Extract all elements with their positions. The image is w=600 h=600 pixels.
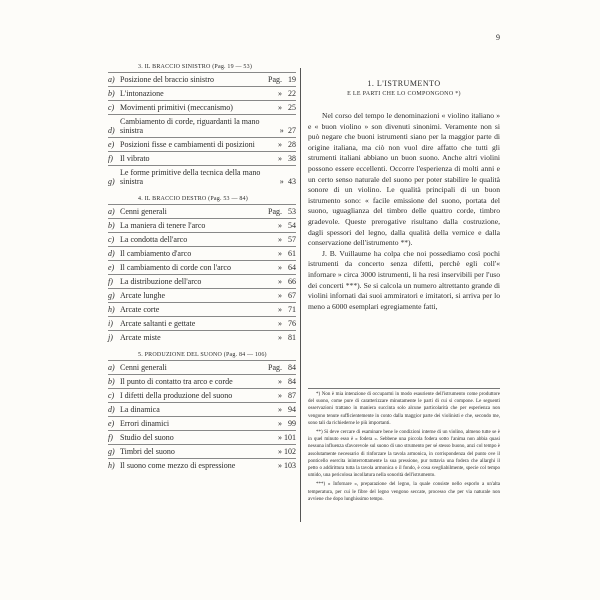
toc-letter: a) [108, 75, 115, 84]
toc-page-number: 101 [284, 433, 296, 442]
toc-title: Studio del suono [120, 433, 174, 442]
chapter-subtitle: E LE PARTI CHE LO COMPONGONO *) [347, 91, 461, 97]
footnote: **) Si deve cercare di esaminare bene le condizioni interne di un violino, almeno tutte se è in quel minuto esso è « fodera ». Sebbene una piccola fodera sotto l'anima non abbia quasi nessuna influenza sfavorevole sul suono di uno strumento per sé stesso buono, anzi col tempo è assolutamente necessario di rinforzare la tavola armonica, in corrispondenza del punto ove il ponticello esercita ininterrottamente la sua pressione, pur tuttavia una fodera che allarghi il petto o addirittura tutta la tavola armonica o il fondo, è cosa svegliabilmente, specie col tempo umido, una pericolosa incollatura nella sonorità dell'istrumento. [308, 430, 500, 479]
toc-pag: » [278, 263, 282, 272]
toc-page-number: 84 [288, 377, 296, 386]
toc-letter: g) [108, 291, 115, 300]
toc-entry [108, 137, 296, 151]
toc-entry [108, 402, 296, 416]
toc-pag: » [278, 433, 282, 442]
toc-page-number: 66 [288, 277, 296, 286]
toc-pag: » [278, 461, 282, 470]
toc-entry [108, 260, 296, 274]
toc-letter: f) [108, 433, 113, 442]
toc-pag: » [278, 103, 282, 112]
toc-letter: g) [108, 447, 115, 456]
toc-page-number: 84 [288, 363, 296, 372]
toc-letter: h) [108, 461, 115, 470]
toc-entry [108, 274, 296, 288]
toc-pag: » [278, 89, 282, 98]
toc-pag: » [278, 291, 282, 300]
toc-title: Posizioni fisse e cambiamenti di posizioni [120, 140, 255, 149]
toc-letter: e) [108, 263, 115, 272]
toc-letter: b) [108, 377, 115, 386]
toc-pag: Pag. [268, 75, 282, 84]
toc-pag: » [278, 391, 282, 400]
toc-pag: Pag. [268, 207, 282, 216]
paragraph: Nel corso del tempo le denominazioni « violino italiano » e « buon violino » son divenuti sinonimi. Veramente non si può negare che buoni istrumenti siano per la maggior parte di origine italiana, ma ciò non vuol dire affatto che tutti gli strumenti italiani abbiano un buon suono. Anche altri violini possono essere eccellenti. Occorre l'esperienza di molti anni e un certo senso naturale del suono per poter stabilire le qualità sonore di un violino. Le qualità principali di un buon istrumento sono: « facile emissione del suono, portata del suono, uguaglianza del timbro delle quattro corde, timbro gradevole. Queste prerogative risultano dalla costruzione, dagli spessori del legno, dalla qualità della vernice e dalla conservazione dell'istrumento **). [308, 111, 500, 248]
toc-page-number: 43 [288, 177, 297, 186]
toc-pag: Pag. [268, 363, 282, 372]
toc-page-number: 87 [288, 391, 296, 400]
toc-pag: » [279, 126, 284, 135]
toc-list [108, 204, 296, 344]
toc-pag: » [278, 377, 282, 386]
toc-pag: » [278, 305, 282, 314]
toc-letter: h) [108, 305, 115, 314]
toc-title: Il suono come mezzo di espressione [120, 461, 236, 470]
toc-page-number: 103 [284, 461, 296, 470]
toc-pag: » [278, 235, 282, 244]
toc-entry [108, 330, 296, 344]
toc-pag: » [278, 333, 282, 342]
toc-title: Cenni generali [120, 363, 167, 372]
paragraph: J. B. Vuillaume ha colpa che noi possediamo così pochi istrumenti da concerto senza difetti, perchè egli coll'« infornare » circa 3000 istrumenti, li ha resi inservibili per l'uso dei concerti ***). Se si calcola un numero altrettanto grande di violini infornati dai suoi ammiratori e imitatori, si arriva per lo meno a 6000 esemplari egregiamente fatti, [308, 248, 500, 311]
toc-title: Arcate corte [120, 305, 160, 314]
toc-title: L'intonazione [120, 89, 164, 98]
toc-page-number: 99 [288, 419, 296, 428]
toc-letter: e) [108, 419, 115, 428]
toc-entry [108, 151, 296, 165]
toc-page-number: 57 [288, 235, 296, 244]
toc-pag: » [279, 177, 284, 186]
toc-entry [108, 430, 296, 444]
toc-page-number: 64 [288, 263, 296, 272]
footnote: ***) « Infornare », preparazione del legno, la quale consiste nello esporlo a un'alta temperatura, per cui le fibre del legno vengono seccate, processo che per via naturale non avviene che dopo lunghissimo tempo. [308, 482, 500, 502]
toc-letter: c) [108, 391, 115, 400]
toc-list [108, 72, 296, 188]
toc-letter: d) [108, 405, 115, 414]
toc-title: Timbri del suono [120, 447, 175, 456]
toc-title: La maniera di tenere l'arco [120, 221, 206, 230]
toc-pag: » [278, 319, 282, 328]
toc-title: Il cambiamento di corde con l'arco [120, 263, 231, 272]
toc-page-number: 67 [288, 291, 296, 300]
toc-entry [108, 416, 296, 430]
toc-letter: d) [108, 249, 115, 258]
toc-entry [108, 86, 296, 100]
toc-page-number: 102 [284, 447, 296, 456]
toc-title: Arcate miste [120, 333, 161, 342]
toc-letter: b) [108, 89, 115, 98]
toc-entry [108, 316, 296, 330]
toc-title: Il punto di contatto tra arco e corde [120, 377, 233, 386]
toc-entry [108, 388, 296, 402]
toc-pag: » [278, 277, 282, 286]
toc-section-heading: 5. PRODUZIONE DEL SUONO (Pag. 84 — 106) [138, 352, 267, 358]
toc-entry [108, 204, 296, 218]
toc-letter: a) [108, 207, 115, 216]
toc-pag: » [278, 405, 282, 414]
toc-title: Errori dinamici [120, 419, 170, 428]
toc-title: La condotta dell'arco [120, 235, 188, 244]
chapter-text [308, 62, 500, 312]
toc-page-number: 38 [288, 154, 296, 163]
toc-pag: » [278, 221, 282, 230]
toc-page-number: 19 [288, 75, 296, 84]
toc-entry [108, 360, 296, 374]
toc-page-number: 53 [288, 207, 296, 216]
toc-letter: f) [108, 277, 113, 286]
toc-section-heading: 3. IL BRACCIO SINISTRO (Pag. 19 — 53) [138, 64, 253, 70]
toc-letter: e) [108, 140, 115, 149]
toc-page-number: 71 [288, 305, 296, 314]
toc-section-heading: 4. IL BRACCIO DESTRO (Pag. 53 — 84) [138, 196, 248, 202]
toc-title: Arcate saltanti e gettate [120, 319, 196, 328]
footnotes [308, 388, 500, 505]
toc-title: Arcate lunghe [120, 291, 166, 300]
page-number: 9 [496, 33, 500, 42]
toc-letter: b) [108, 221, 115, 230]
toc-page-number: 22 [288, 89, 296, 98]
toc-letter: g) [108, 177, 115, 186]
toc-letter: f) [108, 154, 113, 163]
toc-entry [108, 302, 296, 316]
toc-title: Cenni generali [120, 207, 167, 216]
toc-letter: c) [108, 235, 115, 244]
toc-page-number: 54 [288, 221, 296, 230]
table-of-contents [108, 62, 296, 472]
body-text [308, 111, 500, 312]
toc-entry [108, 100, 296, 114]
toc-letter: a) [108, 363, 115, 372]
toc-title: Movimenti primitivi (meccanismo) [120, 103, 233, 112]
toc-entry [108, 288, 296, 302]
toc-title: Posizione del braccio sinistro [120, 75, 214, 84]
toc-page-number: 25 [288, 103, 296, 112]
toc-page-number: 94 [288, 405, 296, 414]
toc-entry [108, 458, 296, 472]
column-divider [300, 68, 301, 522]
toc-pag: » [278, 140, 282, 149]
toc-page-number: 28 [288, 140, 296, 149]
toc-entry [108, 218, 296, 232]
toc-entry [108, 114, 296, 137]
toc-entry [108, 165, 296, 188]
toc-letter: i) [108, 319, 113, 328]
toc-title: Il vibrato [120, 154, 150, 163]
toc-title: La distribuzione dell'arco [120, 277, 202, 286]
toc-title: Cambiamento di corde, riguardanti la mano sinistra [120, 117, 260, 135]
toc-page-number: 61 [288, 249, 296, 258]
toc-entry [108, 232, 296, 246]
toc-title: La dinamica [120, 405, 160, 414]
chapter-title: 1. L'ISTRUMENTO [367, 79, 441, 88]
toc-letter: c) [108, 103, 115, 112]
toc-list [108, 360, 296, 472]
toc-pag: » [278, 419, 282, 428]
toc-title: I difetti della produzione del suono [120, 391, 233, 400]
toc-entry [108, 72, 296, 86]
toc-pag: » [278, 447, 282, 456]
toc-page-number: 81 [288, 333, 296, 342]
toc-letter: j) [108, 333, 113, 342]
toc-pag: » [278, 249, 282, 258]
toc-page-number: 76 [288, 319, 296, 328]
footnote: *) Non è mia intenzione di occuparmi in modo esauriente dell'istrumento come produttore del suono, come pure di caratterizzare minutamente le parti di cui si compone. Le seguenti osservazioni trattano in maniera succinta solo alcune particolarità che per esperienza non vengono tenute sufficientemente in conto dalla maggior parte dei violinisti e che, secondo me, sono tali da richiederne le più importanti. [308, 392, 500, 426]
toc-entry [108, 246, 296, 260]
toc-letter: d) [108, 126, 115, 135]
toc-page-number: 27 [288, 126, 296, 135]
toc-entry [108, 444, 296, 458]
toc-title: Le forme primitive della tecnica della mano sinistra [120, 168, 261, 186]
toc-pag: » [278, 154, 282, 163]
toc-title: Il cambiamento d'arco [120, 249, 192, 258]
toc-entry [108, 374, 296, 388]
